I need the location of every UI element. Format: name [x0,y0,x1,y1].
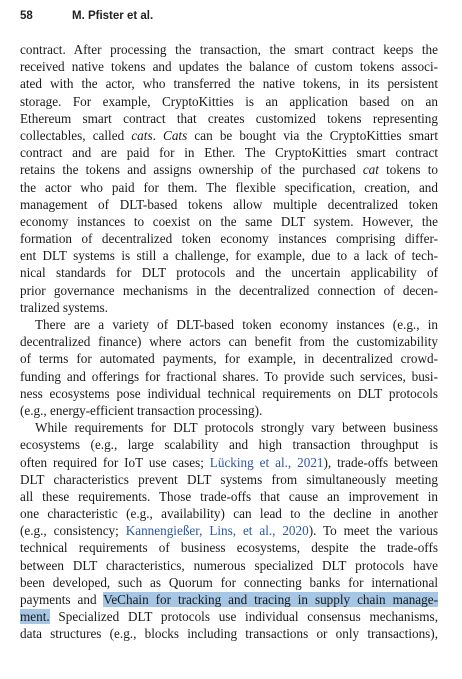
text-segment: been developed, such as Quorum for connecting banks for international [20,574,438,590]
text-line [20,522,438,539]
text-segment: can be bought via the CryptoKitties smart [187,127,438,143]
italic-term: Cats [163,127,188,143]
text-segment: ness ecosystems pose individual technical requirements on DLT protocols [20,385,438,401]
text-segment: data structures (e.g., blocks including transactions or only transactions), [20,626,438,642]
running-title: M. Pfister et al. [72,10,154,22]
text-segment: ), trade-offs between [323,454,438,470]
text-segment: ). To meet the various [308,523,438,539]
text-segment: management of DLT-based tokens allow multiple decentralized token [20,196,438,212]
text-segment: prior governance mechanisms in the decentralized connection of decen- [20,282,438,298]
text-segment: retains the tokens and assigns ownership of the purchased [20,162,363,178]
text-line [20,402,438,419]
highlighted-text: VeChain for tracking and tracing in supply chain manage- [103,592,438,607]
text-line [20,144,438,161]
text-segment: received native tokens and updates the balance of custom tokens associ- [20,59,438,75]
text-line [20,539,438,556]
citation-link[interactable]: Lücking et al., 2021 [209,454,324,470]
text-line [20,471,438,488]
text-line [20,591,438,608]
text-segment: storage. For example, CryptoKitties is an application based on an [20,93,438,109]
text-line [20,608,438,625]
text-line [20,299,438,316]
italic-term: cats [131,127,153,143]
text-line [20,110,438,127]
text-segment: formation of decentralized token economy instances comprising differ- [20,231,438,247]
text-segment: technical requirements of business ecosystems, despite the trade-offs [20,540,438,556]
text-segment: (e.g., consistency; [20,523,126,539]
page-number: 58 [20,10,33,22]
text-line [20,230,438,247]
text-segment: collectables, called [20,127,132,143]
text-segment: (e.g., energy-efficient transaction processing). [20,402,263,418]
text-segment: ated with the actor, who transferred the native tokens, in its persistent [20,76,438,92]
text-line [20,333,438,350]
text-line [20,625,438,642]
text-segment: one characteristic (e.g., availability) can lead to the decline in another [20,506,438,522]
text-segment: There are a variety of DLT-based token economy instances (e.g., in [35,317,438,332]
citation-link[interactable]: Kannengießer, Lins, et al., 2020 [125,523,309,539]
text-line [20,264,438,281]
text-line [20,385,438,402]
text-segment: between DLT characteristics, numerous specialized DLT protocols have [20,557,438,573]
text-segment: payments and [20,592,104,607]
text-line [20,41,438,58]
text-segment: . [152,127,164,143]
text-segment: funding and offerings for fractional shares. To provide such services, busi- [20,368,438,384]
text-segment: economy instances to coexist on the same DLT system. However, the [20,213,438,229]
text-line [20,161,438,178]
text-line [20,247,438,264]
text-segment: contract. After processing the transaction, the smart contract keeps the [20,42,438,57]
text-segment: Specialized DLT protocols use individual consensus mechanisms, [49,609,438,625]
text-line [20,58,438,75]
text-segment: tokens to [378,162,438,178]
text-line [20,316,438,333]
text-line [20,196,438,213]
text-line [20,436,438,453]
text-segment: often required for IoT use cases; [20,454,210,470]
text-line [20,368,438,385]
text-segment: of terms for automated payments, for example, in decentralized crowd- [20,351,438,367]
text-line [20,454,438,471]
text-line [20,557,438,574]
text-line [20,93,438,110]
text-line [20,488,438,505]
text-segment: ecosystems (e.g., large scalability and high transaction throughput is [20,437,438,453]
text-segment: While requirements for DLT protocols strongly vary between business [35,420,438,436]
text-segment: ent DLT systems is still a challenge, for example, due to a lack of tech- [20,248,438,264]
text-line [20,574,438,591]
text-segment: the actor who paid for them. The flexible specification, creation, and [20,179,438,195]
text-line [20,419,438,436]
highlighted-text: ment. [20,609,50,625]
text-line [20,179,438,196]
text-line [20,505,438,522]
body-text [20,41,438,643]
text-segment: decentralized finance) where actors can benefit from the customizability [20,334,438,350]
text-line [20,282,438,299]
text-line [20,350,438,367]
text-segment: nical standards for DLT protocols and the uncertain applicability of [20,265,438,281]
text-segment: DLT characteristics prevent DLT systems from simultaneously meeting [20,471,438,487]
page-header [20,10,440,22]
text-segment: tralized systems. [20,299,108,315]
text-segment: all these requirements. Those trade-offs that cause an improvement in [20,488,438,504]
text-line [20,75,438,92]
text-line [20,127,438,144]
text-segment: Ethereum smart contract that creates customized tokens representing [20,110,438,126]
text-line [20,213,438,230]
italic-term: cat [362,162,379,178]
text-segment: contract and are paid for in Ether. The CryptoKitties smart contract [20,145,438,161]
